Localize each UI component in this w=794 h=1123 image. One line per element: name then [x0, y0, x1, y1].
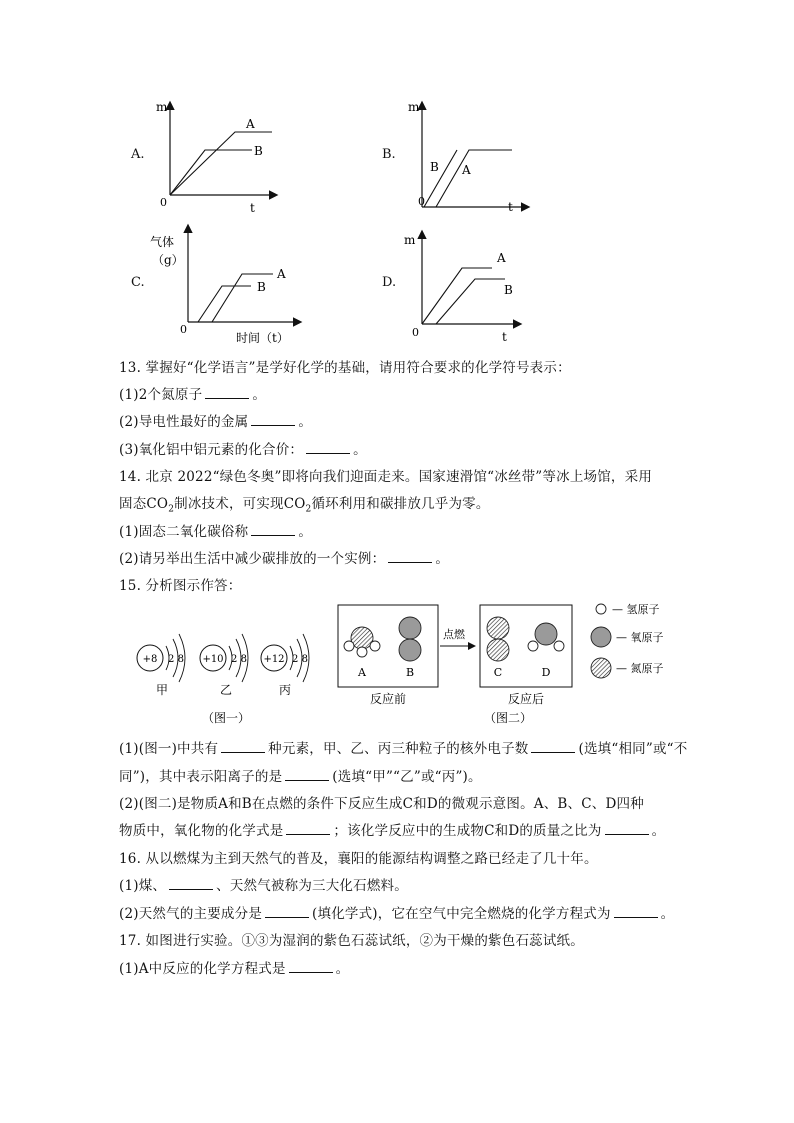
q17-stem: 17. 如图进行实验。①③为湿润的紫色石蕊试纸，②为干燥的紫色石蕊试纸。 [119, 933, 584, 949]
answer-blank[interactable] [605, 822, 649, 835]
q17-part1: (1)A中反应的化学方程式是 。 [119, 961, 350, 977]
atom-name: 乙 [219, 683, 233, 697]
svg-text:+12: +12 [263, 654, 285, 665]
curve-a-label: A [497, 251, 506, 265]
svg-text:2 8: 2 8 [231, 654, 247, 665]
curve-b [198, 286, 251, 322]
curve-a-label: A [246, 117, 255, 131]
x-label: t [508, 200, 513, 214]
curve-b-label: B [504, 283, 513, 297]
graph-b [402, 95, 532, 215]
q14-stem-2: 固态$CO_2$制冰技术，可实现$CO_2$循环利用和碳排放几乎为零。 [119, 496, 490, 515]
figure-1-caption: （图一） [201, 711, 251, 725]
figure-2-caption: （图二） [483, 711, 533, 725]
q14-part1: (1)固态二氧化碳俗称 。 [119, 524, 313, 540]
answer-blank[interactable] [285, 768, 329, 781]
hydrogen-atom [528, 641, 538, 651]
hydrogen-atom [357, 647, 367, 657]
curve-a [170, 132, 272, 195]
answer-blank[interactable] [289, 960, 333, 973]
origin-label: 0 [412, 326, 419, 339]
q13-part1: (1)2个氮原子 。 [119, 387, 267, 403]
answer-blank[interactable] [251, 413, 295, 426]
curve-a [422, 268, 492, 324]
curve-b-label: B [430, 160, 439, 174]
q13-part3: (3)氧化铝中铝元素的化合价： 。 [119, 442, 367, 458]
atom-yi [200, 634, 248, 697]
hydrogen-atom [370, 641, 380, 651]
hydrogen-atom [554, 641, 564, 651]
atom-name: 甲 [155, 683, 169, 697]
x-label: 时间（t） [236, 331, 289, 345]
atom-name: 丙 [278, 683, 292, 697]
graph-c [150, 222, 310, 348]
x-label: t [502, 330, 507, 344]
answer-blank[interactable] [531, 740, 575, 753]
molecule-c-label: C [493, 666, 503, 679]
molecule-a-label: A [358, 666, 366, 679]
x-label: t [250, 201, 255, 215]
legend-hydrogen: — 氢原子 [612, 603, 660, 616]
origin-label: 0 [180, 323, 187, 336]
answer-blank[interactable] [169, 877, 213, 890]
molecule-b-label: B [405, 666, 415, 679]
svg-text:+10: +10 [202, 654, 224, 665]
y-label-1: 气体 [150, 235, 175, 249]
q15-part1-line2: 同”)，其中表示阳离子的是 (选填“甲”“乙”或“丙”)。 [119, 769, 482, 785]
q15-stem: 15. 分析图示作答： [119, 578, 242, 594]
option-d-label: D. [382, 275, 397, 290]
q14-stem-1: 14. 北京 2022“绿色冬奥”即将向我们迎面走来。国家速滑馆“冰丝带”等冰上场馆，采用 [119, 469, 653, 485]
q15-part2-line1: (2)(图二)是物质A和B在点燃的条件下反应生成C和D的微观示意图。A、B、C、D四种 [119, 796, 644, 812]
q13-part2: (2)导电性最好的金属 。 [119, 414, 313, 430]
legend-nitrogen-icon [591, 658, 611, 678]
legend-hydrogen-icon [596, 604, 606, 614]
oxygen-atom [535, 623, 557, 645]
q16-part1: (1)煤、 、天然气被称为三大化石燃料。 [119, 878, 408, 894]
origin-label: 0 [160, 196, 167, 209]
q16-part2: (2)天然气的主要成分是 (填化学式)，它在空气中完全燃烧的化学方程式为 。 [119, 906, 675, 922]
answer-blank[interactable] [251, 523, 295, 536]
atom-bing [261, 634, 309, 697]
option-c-label: C. [131, 275, 145, 290]
svg-text:2 8: 2 8 [292, 654, 308, 665]
curve-a-label: A [462, 163, 471, 177]
origin-label: 0 [418, 195, 425, 208]
legend-oxygen-icon [591, 627, 611, 647]
atom-jia [137, 634, 185, 697]
oxygen-atom [399, 617, 421, 639]
answer-blank[interactable] [221, 740, 265, 753]
answer-blank[interactable] [265, 905, 309, 918]
oxygen-atom [399, 639, 421, 661]
molecule-d-label: D [541, 666, 551, 679]
option-a-label: A. [131, 147, 145, 162]
curve-a-label: A [277, 267, 286, 281]
q13-stem: 13. 掌握好“化学语言”是学好化学的基础，请用符合要求的化学符号表示： [119, 360, 571, 376]
y-label: m [408, 100, 420, 114]
q16-stem: 16. 从以燃煤为主到天然气的普及，襄阳的能源结构调整之路已经走了几十年。 [119, 851, 598, 867]
figure-1 [128, 622, 328, 732]
answer-blank[interactable] [306, 441, 350, 454]
graph-a [150, 95, 280, 215]
q15-part1-line1: (1)(图一)中共有 种元素，甲、乙、丙三种粒子的核外电子数 (选填“相同”或“不 [119, 741, 688, 757]
before-label: 反应前 [369, 692, 407, 706]
legend-oxygen: — 氧原子 [616, 631, 664, 644]
y-label: m [404, 233, 416, 247]
q14-part2: (2)请另举出生活中减少碳排放的一个实例： 。 [119, 551, 450, 567]
answer-blank[interactable] [286, 822, 330, 835]
figure-2 [336, 600, 686, 730]
curve-b [170, 150, 252, 195]
answer-blank[interactable] [205, 386, 249, 399]
curve-b [436, 279, 505, 324]
nitrogen-atom [487, 639, 509, 661]
graph-d [402, 222, 532, 348]
answer-blank[interactable] [614, 905, 658, 918]
hydrogen-atom [344, 641, 354, 651]
q15-part2-line2: 物质中，氧化物的化学式是 ；该化学反应中的生成物C和D的质量之比为 。 [119, 823, 666, 839]
curve-a [436, 150, 512, 207]
svg-text:+8: +8 [142, 654, 158, 665]
svg-text:2 8: 2 8 [168, 654, 184, 665]
condition-label: 点燃 [443, 628, 465, 641]
curve-b-label: B [257, 280, 266, 294]
answer-blank[interactable] [388, 550, 432, 563]
curve-b-label: B [254, 144, 263, 158]
nitrogen-atom [487, 617, 509, 639]
option-b-label: B. [382, 147, 396, 162]
y-label: m [156, 100, 168, 114]
y-label-2: （g） [152, 253, 184, 267]
after-label: 反应后 [507, 692, 545, 706]
legend-nitrogen: — 氮原子 [616, 662, 664, 675]
